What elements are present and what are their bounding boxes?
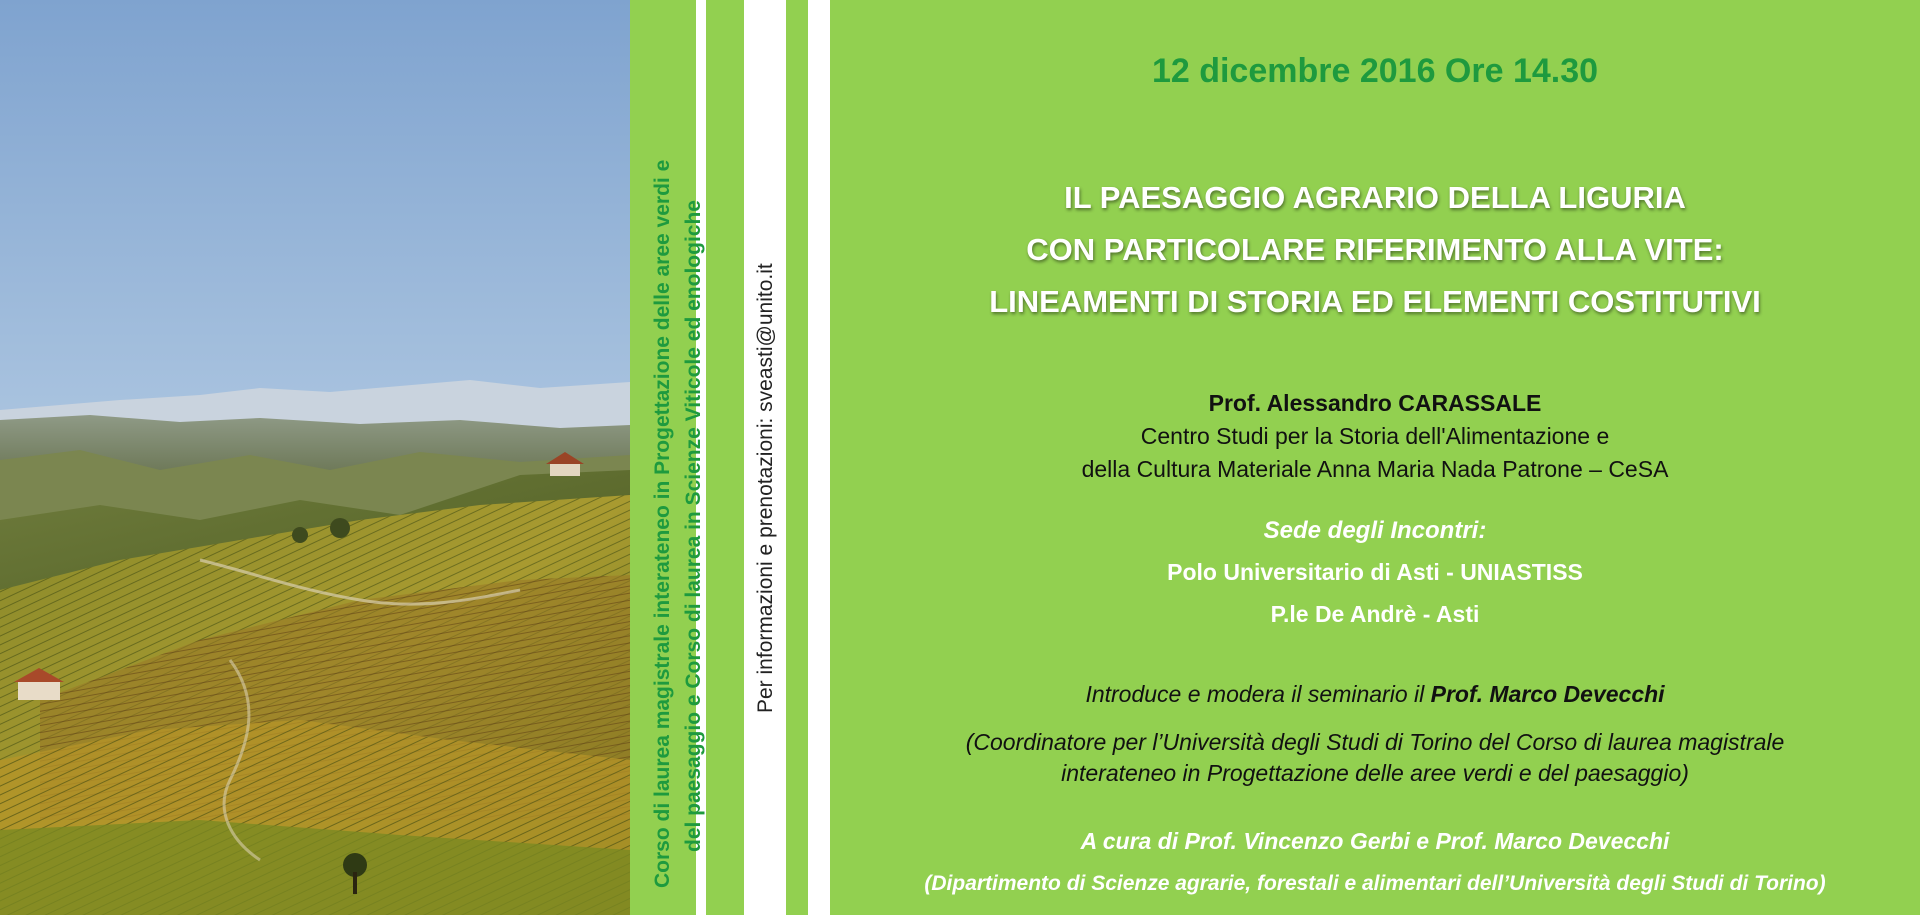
event-details xyxy=(830,0,1920,915)
moderator-name: Prof. Marco Devecchi xyxy=(1430,681,1665,707)
vineyard-landscape-photo xyxy=(0,0,630,915)
divider-strip xyxy=(706,0,744,915)
venue-line: P.le De Andrè - Asti xyxy=(1270,601,1480,627)
contact-info: Per informazioni e prenotazioni: sveasti@unito.it xyxy=(754,263,777,713)
department-note: (Dipartimento di Scienze agrarie, forestali e alimentari dell’Università degli Studi di Torino) xyxy=(924,872,1826,895)
speaker-affiliation: della Cultura Materiale Anna Maria Nada Patrone – CeSA xyxy=(1081,456,1669,482)
moderator-intro xyxy=(830,681,1920,708)
speaker-name: Prof. Alessandro CARASSALE xyxy=(1208,390,1542,416)
divider-strip xyxy=(786,0,808,915)
curated-by: A cura di Prof. Vincenzo Gerbi e Prof. Marco Devecchi xyxy=(1080,828,1670,854)
coordinator-note: interateneo in Progettazione delle aree verdi e del paesaggio) xyxy=(1061,760,1689,786)
moderator-intro-text: Introduce e modera il seminario il xyxy=(1085,681,1431,707)
speaker-affiliation: Centro Studi per la Storia dell'Alimentazione e xyxy=(1140,423,1610,449)
course-title-line: Corso di laurea magistrale interateneo in Progettazione delle aree verdi e xyxy=(651,159,674,888)
event-title-line: IL PAESAGGIO AGRARIO DELLA LIGURIA xyxy=(1064,180,1686,215)
event-title-line: CON PARTICOLARE RIFERIMENTO ALLA VITE: xyxy=(1026,232,1724,267)
event-date: 12 dicembre 2016 Ore 14.30 xyxy=(1151,52,1599,90)
venue-line: Polo Universitario di Asti - UNIASTISS xyxy=(1167,559,1583,585)
divider-strip xyxy=(808,0,830,915)
course-title-line: del paesaggio e Corso di laurea in Scienze Viticole ed enologiche xyxy=(682,200,705,852)
coordinator-note: (Coordinatore per l’Università degli Studi di Torino del Corso di laurea magistrale xyxy=(965,729,1785,755)
event-title-line: LINEAMENTI DI STORIA ED ELEMENTI COSTITUTIVI xyxy=(989,284,1761,319)
venue-label: Sede degli Incontri: xyxy=(1263,517,1487,544)
